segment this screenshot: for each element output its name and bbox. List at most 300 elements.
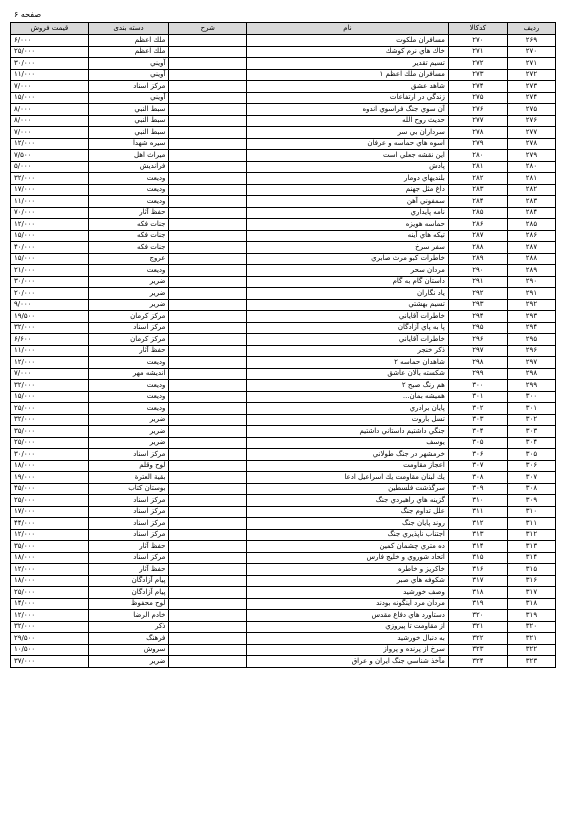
sale-price-cell: ۲۵/۰۰۰ [11, 403, 89, 415]
row-number-cell: ۲۷۸ [507, 138, 555, 150]
table-row [11, 104, 556, 116]
page-number-label: صفحه ۶ [14, 10, 42, 19]
sale-price-cell: ۲۵/۰۰۰ [11, 587, 89, 599]
description-cell [169, 391, 247, 403]
product-code-cell: ۳۰۸ [448, 472, 507, 484]
row-number-cell: ۲۸۳ [507, 196, 555, 208]
sale-price-cell: ۱۵/۰۰۰ [11, 391, 89, 403]
sale-price-cell: ۵/۰۰۰ [11, 161, 89, 173]
description-cell [169, 242, 247, 254]
product-code-cell: ۳۱۲ [448, 518, 507, 530]
product-name-cell: جنگي داشتيم داستاني داشتيم [247, 426, 449, 438]
row-number-cell: ۲۹۸ [507, 368, 555, 380]
category-cell: مركز اسناد [88, 552, 169, 564]
category-cell: حفظ آثار [88, 345, 169, 357]
table-row [11, 230, 556, 242]
category-cell: جنات فكه [88, 230, 169, 242]
sale-price-cell: ۱۹/۰۰۰ [11, 472, 89, 484]
sale-price-cell: ۹/۰۰۰ [11, 299, 89, 311]
table-row [11, 253, 556, 265]
description-cell [169, 92, 247, 104]
product-name-cell: به دنبال خورشيد [247, 633, 449, 645]
product-name-cell: داستان گام به گام [247, 276, 449, 288]
category-cell: ميراث اهل [88, 150, 169, 162]
category-cell: لوح محفوظ [88, 598, 169, 610]
table-row [11, 173, 556, 185]
category-cell: وديعت [88, 265, 169, 277]
sale-price-cell: ۱۱/۰۰۰ [11, 345, 89, 357]
row-number-cell: ۳۱۳ [507, 541, 555, 553]
category-cell: حفظ آثار [88, 564, 169, 576]
product-code-cell: ۲۹۶ [448, 334, 507, 346]
product-code-cell: ۳۱۳ [448, 529, 507, 541]
table-row [11, 552, 556, 564]
sale-price-cell: ۷/۵۰۰ [11, 150, 89, 162]
product-name-cell: آن سوي جنگ فراسوي اندوه [247, 104, 449, 116]
description-cell [169, 345, 247, 357]
product-code-cell: ۳۱۹ [448, 598, 507, 610]
sale-price-cell: ۳۲/۰۰۰ [11, 380, 89, 392]
table-row [11, 276, 556, 288]
category-cell: مركز اسناد [88, 449, 169, 461]
table-row [11, 644, 556, 656]
category-cell: عروج [88, 253, 169, 265]
description-cell [169, 656, 247, 668]
product-code-cell: ۳۰۵ [448, 437, 507, 449]
description-cell [169, 506, 247, 518]
table-row [11, 311, 556, 323]
row-number-cell: ۲۸۵ [507, 219, 555, 231]
table-row [11, 633, 556, 645]
row-number-cell: ۲۷۲ [507, 69, 555, 81]
category-cell: سيره شهدا [88, 138, 169, 150]
category-cell: بوستان كتاب [88, 483, 169, 495]
product-name-cell: خاك هاي نرم كوشك [247, 46, 449, 58]
product-code-cell: ۳۲۳ [448, 644, 507, 656]
product-code-cell: ۲۹۱ [448, 276, 507, 288]
product-code-cell: ۳۰۰ [448, 380, 507, 392]
description-cell [169, 610, 247, 622]
row-number-cell: ۳۰۲ [507, 414, 555, 426]
product-name-cell: مسافران ملك اعظم ۱ [247, 69, 449, 81]
table-row [11, 564, 556, 576]
row-number-cell: ۳۰۸ [507, 483, 555, 495]
category-cell: فرانديش [88, 161, 169, 173]
product-code-cell: ۲۸۸ [448, 242, 507, 254]
row-number-cell: ۲۷۳ [507, 81, 555, 93]
description-cell [169, 35, 247, 47]
table-row [11, 357, 556, 369]
row-number-cell: ۳۰۷ [507, 472, 555, 484]
category-cell: مركز اسناد [88, 81, 169, 93]
product-name-cell: شكسته بالان عاشق [247, 368, 449, 380]
sale-price-cell: ۲۰/۰۰۰ [11, 288, 89, 300]
row-number-cell: ۳۱۴ [507, 552, 555, 564]
category-cell: ملك اعظم [88, 35, 169, 47]
row-number-cell: ۳۱۵ [507, 564, 555, 576]
table-row [11, 368, 556, 380]
product-code-cell: ۲۸۳ [448, 184, 507, 196]
description-cell [169, 552, 247, 564]
sale-price-cell: ۱۲/۰۰۰ [11, 219, 89, 231]
row-number-cell: ۳۱۶ [507, 575, 555, 587]
product-code-cell: ۳۰۹ [448, 483, 507, 495]
product-name-cell: دستاورد هاي دفاع مقدس [247, 610, 449, 622]
table-row [11, 403, 556, 415]
product-name-cell: سمفوني آهن [247, 196, 449, 208]
product-code-cell: ۲۷۵ [448, 92, 507, 104]
row-number-cell: ۲۹۷ [507, 357, 555, 369]
product-name-cell: حديث روح الله [247, 115, 449, 127]
description-cell [169, 58, 247, 70]
product-name-cell: پادش [247, 161, 449, 173]
product-code-cell: ۳۰۲ [448, 403, 507, 415]
table-row [11, 472, 556, 484]
product-code-cell: ۳۲۲ [448, 633, 507, 645]
product-name-cell: ذكر خنجر [247, 345, 449, 357]
sale-price-cell: ۲۵/۰۰۰ [11, 495, 89, 507]
product-code-cell: ۲۷۶ [448, 104, 507, 116]
category-cell: ضرير [88, 276, 169, 288]
row-number-cell: ۲۷۷ [507, 127, 555, 139]
product-code-cell: ۲۹۸ [448, 357, 507, 369]
product-code-cell: ۲۹۳ [448, 299, 507, 311]
sale-price-cell: ۲۹/۵۰۰ [11, 633, 89, 645]
description-cell [169, 621, 247, 633]
sale-price-cell: ۱۲/۰۰۰ [11, 564, 89, 576]
table-row [11, 35, 556, 47]
description-cell [169, 150, 247, 162]
row-number-cell: ۲۸۲ [507, 184, 555, 196]
row-number-cell: ۳۰۰ [507, 391, 555, 403]
description-cell [169, 541, 247, 553]
header-row-number: ردیف [507, 23, 555, 35]
row-number-cell: ۲۹۵ [507, 334, 555, 346]
description-cell [169, 322, 247, 334]
product-code-cell: ۲۷۲ [448, 58, 507, 70]
category-cell: مركز اسناد [88, 322, 169, 334]
description-cell [169, 115, 247, 127]
description-cell [169, 368, 247, 380]
product-code-cell: ۲۹۰ [448, 265, 507, 277]
table-row [11, 299, 556, 311]
product-name-cell: تسل باروت [247, 414, 449, 426]
product-code-cell: ۲۹۵ [448, 322, 507, 334]
table-row [11, 380, 556, 392]
row-number-cell: ۳۲۳ [507, 656, 555, 668]
table-row [11, 483, 556, 495]
sale-price-cell: ۱۲/۰۰۰ [11, 610, 89, 622]
product-name-cell: اجتناب ناپذيري جنگ [247, 529, 449, 541]
product-code-cell: ۲۸۶ [448, 219, 507, 231]
product-name-cell: مآخذ شناسي جنگ ايران و عراق [247, 656, 449, 668]
row-number-cell: ۲۷۵ [507, 104, 555, 116]
sale-price-cell: ۱۰/۵۰۰ [11, 644, 89, 656]
description-cell [169, 173, 247, 185]
category-cell: سروش [88, 644, 169, 656]
header-category: دسته بندی [88, 23, 169, 35]
header-description: شرح [169, 23, 247, 35]
sale-price-cell: ۶/۶۰۰ [11, 334, 89, 346]
sale-price-cell: ۱۷/۰۰۰ [11, 506, 89, 518]
row-number-cell: ۳۰۶ [507, 460, 555, 472]
category-cell: مركز اسناد [88, 518, 169, 530]
category-cell: مركز اسناد [88, 495, 169, 507]
table-row [11, 437, 556, 449]
table-row [11, 621, 556, 633]
product-name-cell: شاهد عشق [247, 81, 449, 93]
category-cell: آويني [88, 58, 169, 70]
sale-price-cell: ۱۸/۰۰۰ [11, 575, 89, 587]
row-number-cell: ۳۱۱ [507, 518, 555, 530]
sale-price-cell: ۸/۰۰۰ [11, 115, 89, 127]
product-name-cell: شاهدان حماسه ۲ [247, 357, 449, 369]
category-cell: ملك اعظم [88, 46, 169, 58]
product-code-cell: ۲۹۹ [448, 368, 507, 380]
table-row [11, 322, 556, 334]
description-cell [169, 633, 247, 645]
description-cell [169, 472, 247, 484]
table-row [11, 69, 556, 81]
product-code-cell: ۳۱۵ [448, 552, 507, 564]
row-number-cell: ۲۸۷ [507, 242, 555, 254]
category-cell: آويني [88, 69, 169, 81]
row-number-cell: ۲۷۰ [507, 46, 555, 58]
product-code-cell: ۲۸۵ [448, 207, 507, 219]
row-number-cell: ۲۸۸ [507, 253, 555, 265]
row-number-cell: ۲۸۱ [507, 173, 555, 185]
sale-price-cell: ۱۲/۰۰۰ [11, 357, 89, 369]
table-row [11, 345, 556, 357]
product-code-cell: ۲۷۷ [448, 115, 507, 127]
row-number-cell: ۳۰۳ [507, 426, 555, 438]
header-name: نام [247, 23, 449, 35]
sale-price-cell: ۱۵/۰۰۰ [11, 92, 89, 104]
table-row [11, 506, 556, 518]
product-code-cell: ۳۱۸ [448, 587, 507, 599]
category-cell: ضرير [88, 288, 169, 300]
product-code-cell: ۳۰۳ [448, 414, 507, 426]
sale-price-cell: ۳۰/۰۰۰ [11, 449, 89, 461]
sale-price-cell: ۴۵/۰۰۰ [11, 483, 89, 495]
sale-price-cell: ۳۰/۰۰۰ [11, 58, 89, 70]
description-cell [169, 104, 247, 116]
product-name-cell: تسيم تقدير [247, 58, 449, 70]
product-name-cell: سرگذشت فلسطين [247, 483, 449, 495]
product-code-cell: ۳۱۴ [448, 541, 507, 553]
row-number-cell: ۲۸۹ [507, 265, 555, 277]
category-cell: ضرير [88, 414, 169, 426]
row-number-cell: ۲۷۹ [507, 150, 555, 162]
product-code-cell: ۲۸۴ [448, 196, 507, 208]
description-cell [169, 403, 247, 415]
product-name-cell: بلنديهاي دومار [247, 173, 449, 185]
product-code-cell: ۲۹۴ [448, 311, 507, 323]
table-row [11, 196, 556, 208]
category-cell: انديشه مهر [88, 368, 169, 380]
product-name-cell: نامه پايداري [247, 207, 449, 219]
description-cell [169, 426, 247, 438]
row-number-cell: ۳۱۲ [507, 529, 555, 541]
category-cell: وديعت [88, 380, 169, 392]
table-row [11, 598, 556, 610]
header-sale-price: قیمت فروش [11, 23, 89, 35]
product-code-cell: ۲۸۷ [448, 230, 507, 242]
description-cell [169, 81, 247, 93]
category-cell: آويني [88, 92, 169, 104]
sale-price-cell: ۷۰/۰۰۰ [11, 207, 89, 219]
product-code-cell: ۳۱۰ [448, 495, 507, 507]
row-number-cell: ۳۲۰ [507, 621, 555, 633]
table-row [11, 449, 556, 461]
product-name-cell: تيكه هاي آينه [247, 230, 449, 242]
category-cell: مركز اسناد [88, 506, 169, 518]
category-cell: ضرير [88, 299, 169, 311]
product-name-cell: شكوفه هاي صبر [247, 575, 449, 587]
sale-price-cell: ۳۵/۰۰۰ [11, 541, 89, 553]
product-name-cell: وصف خورشيد [247, 587, 449, 599]
row-number-cell: ۲۸۰ [507, 161, 555, 173]
sale-price-cell: ۱۲/۰۰۰ [11, 529, 89, 541]
description-cell [169, 587, 247, 599]
description-cell [169, 598, 247, 610]
description-cell [169, 529, 247, 541]
sale-price-cell: ۱۹/۵۰۰ [11, 311, 89, 323]
category-cell: سبط النبي [88, 115, 169, 127]
table-row [11, 426, 556, 438]
product-code-cell: ۳۰۷ [448, 460, 507, 472]
description-cell [169, 230, 247, 242]
product-name-cell: از مقاومت تا پيروزي [247, 621, 449, 633]
category-cell: ضرير [88, 437, 169, 449]
row-number-cell: ۳۲۱ [507, 633, 555, 645]
sale-price-cell: ۸/۰۰۰ [11, 104, 89, 116]
product-name-cell: پايان برادري [247, 403, 449, 415]
category-cell: وديعت [88, 196, 169, 208]
product-name-cell: ياد نگاران [247, 288, 449, 300]
description-cell [169, 138, 247, 150]
product-code-cell: ۳۲۱ [448, 621, 507, 633]
description-cell [169, 518, 247, 530]
description-cell [169, 644, 247, 656]
product-name-cell: اتحاد شوروي و خليج فارس [247, 552, 449, 564]
row-number-cell: ۳۰۹ [507, 495, 555, 507]
row-number-cell: ۲۹۱ [507, 288, 555, 300]
product-code-cell: ۲۸۲ [448, 173, 507, 185]
category-cell: فرهنگ [88, 633, 169, 645]
product-name-cell: خرمشهر در جنگ طولاني [247, 449, 449, 461]
product-code-cell: ۳۲۴ [448, 656, 507, 668]
product-code-cell: ۲۷۳ [448, 69, 507, 81]
sale-price-cell: ۱۸/۰۰۰ [11, 552, 89, 564]
table-row [11, 529, 556, 541]
table-row [11, 150, 556, 162]
table-header-row [11, 23, 556, 35]
category-cell: مركز كرمان [88, 311, 169, 323]
product-name-cell: اسوه هاي حماسه و عرفان [247, 138, 449, 150]
table-row [11, 161, 556, 173]
row-number-cell: ۳۰۵ [507, 449, 555, 461]
table-row [11, 81, 556, 93]
description-cell [169, 253, 247, 265]
row-number-cell: ۳۱۹ [507, 610, 555, 622]
category-cell: لوح وقلم [88, 460, 169, 472]
description-cell [169, 449, 247, 461]
description-cell [169, 161, 247, 173]
row-number-cell: ۳۰۴ [507, 437, 555, 449]
product-code-cell: ۲۹۷ [448, 345, 507, 357]
description-cell [169, 276, 247, 288]
description-cell [169, 357, 247, 369]
row-number-cell: ۲۹۴ [507, 322, 555, 334]
sale-price-cell: ۳۲/۰۰۰ [11, 322, 89, 334]
description-cell [169, 69, 247, 81]
product-name-cell: خاطرات آقاياني [247, 311, 449, 323]
sale-price-cell: ۷/۰۰۰ [11, 127, 89, 139]
category-cell: جنات فكه [88, 219, 169, 231]
sale-price-cell: ۱۵/۰۰۰ [11, 253, 89, 265]
product-price-table [10, 22, 556, 668]
product-code-cell: ۳۱۱ [448, 506, 507, 518]
table-row [11, 242, 556, 254]
table-row [11, 184, 556, 196]
product-name-cell: يك لبنان مقاومت يك اسراعيل ادعا [247, 472, 449, 484]
table-row [11, 92, 556, 104]
sale-price-cell: ۷/۰۰۰ [11, 368, 89, 380]
table-row [11, 587, 556, 599]
sale-price-cell: ۳۰/۰۰۰ [11, 276, 89, 288]
product-code-cell: ۲۸۰ [448, 150, 507, 162]
table-row [11, 207, 556, 219]
sale-price-cell: ۳۲/۰۰۰ [11, 414, 89, 426]
description-cell [169, 380, 247, 392]
row-number-cell: ۲۸۴ [507, 207, 555, 219]
sale-price-cell: ۱۴/۰۰۰ [11, 598, 89, 610]
product-name-cell: تسيم بهشتي [247, 299, 449, 311]
description-cell [169, 207, 247, 219]
product-name-cell: سرداران بي سر [247, 127, 449, 139]
category-cell: سبط النبي [88, 104, 169, 116]
row-number-cell: ۳۰۱ [507, 403, 555, 415]
description-cell [169, 127, 247, 139]
sale-price-cell: ۳۲/۰۰۰ [11, 173, 89, 185]
row-number-cell: ۲۹۳ [507, 311, 555, 323]
category-cell: وديعت [88, 357, 169, 369]
sale-price-cell: ۶/۰۰۰ [11, 35, 89, 47]
sale-price-cell: ۴۰/۰۰۰ [11, 242, 89, 254]
row-number-cell: ۳۱۸ [507, 598, 555, 610]
product-name-cell: حماسه هويزه [247, 219, 449, 231]
description-cell [169, 196, 247, 208]
category-cell: جنات فكه [88, 242, 169, 254]
product-name-cell: هم رنگ صبح ۲ [247, 380, 449, 392]
description-cell [169, 564, 247, 576]
category-cell: ضرير [88, 426, 169, 438]
category-cell: حفظ آثار [88, 541, 169, 553]
product-name-cell: خاطرات كبو مرث صابري [247, 253, 449, 265]
product-code-cell: ۲۷۸ [448, 127, 507, 139]
description-cell [169, 311, 247, 323]
sale-price-cell: ۱۸/۰۰۰ [11, 460, 89, 472]
row-number-cell: ۲۷۶ [507, 115, 555, 127]
table-row [11, 46, 556, 58]
product-code-cell: ۳۰۴ [448, 426, 507, 438]
product-code-cell: ۲۷۱ [448, 46, 507, 58]
description-cell [169, 184, 247, 196]
sale-price-cell: ۱۱/۰۰۰ [11, 196, 89, 208]
sale-price-cell: ۱۱/۰۰۰ [11, 69, 89, 81]
product-name-cell: زندگي در ارتفاعات [247, 92, 449, 104]
